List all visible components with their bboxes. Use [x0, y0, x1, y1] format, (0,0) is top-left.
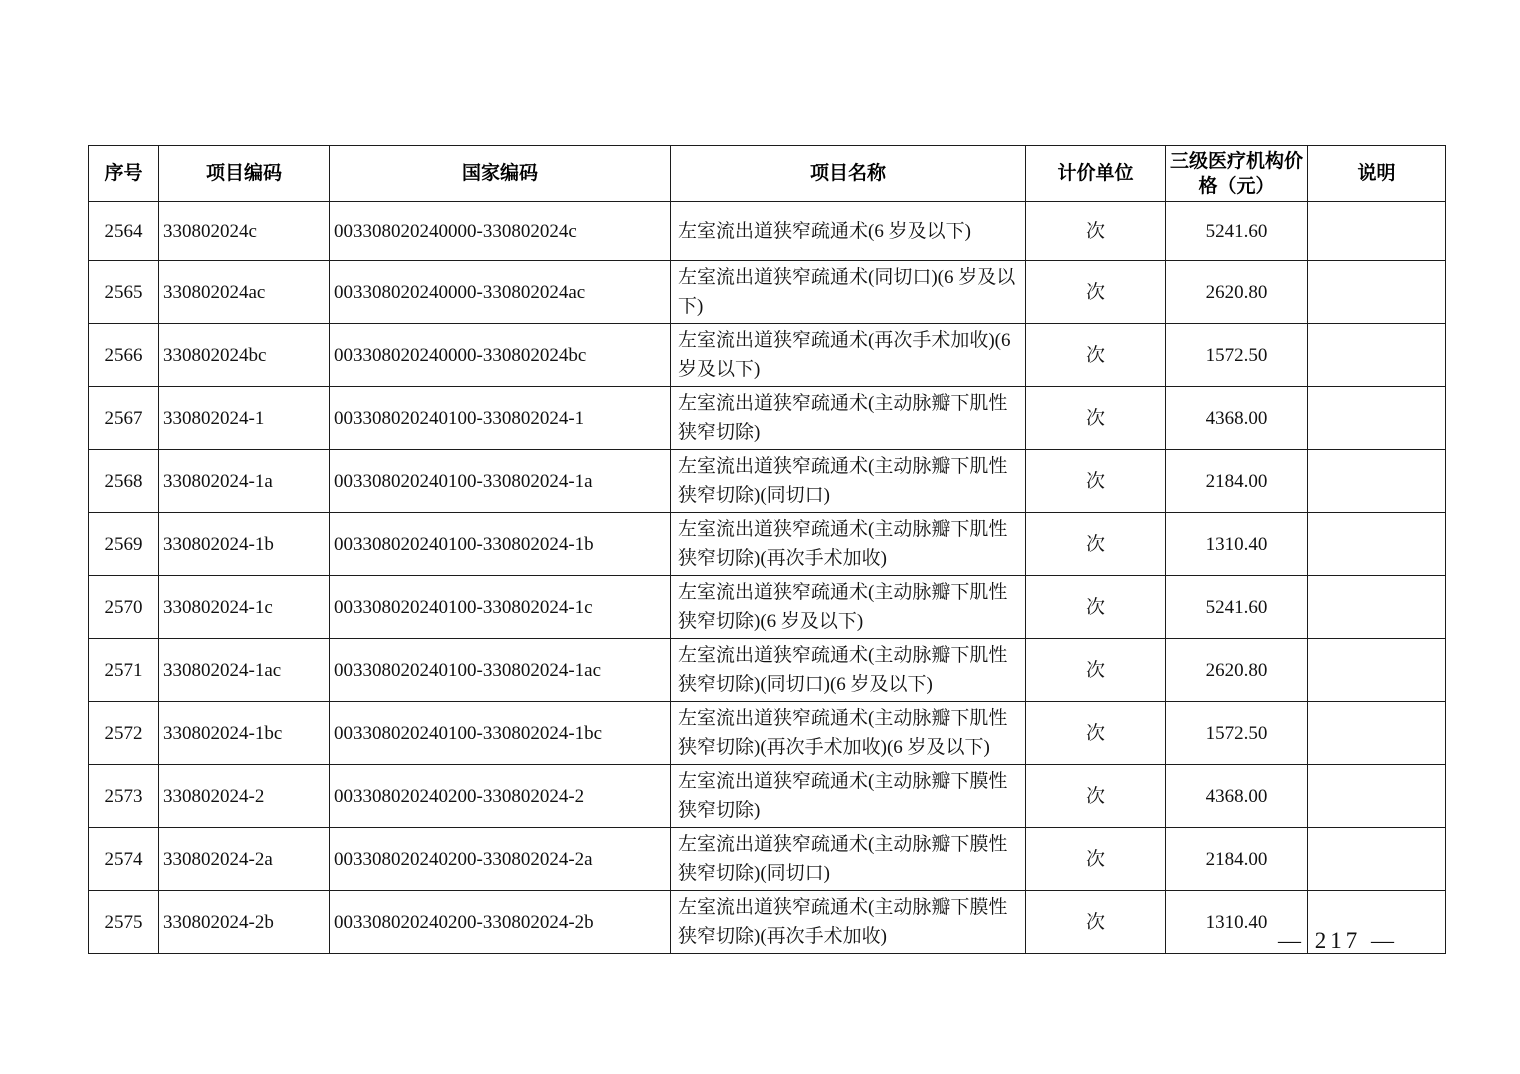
table-row: [89, 639, 1446, 702]
cell-national-code: 003308020240000-330802024c: [330, 202, 671, 261]
header-price: 三级医疗机构价格（元）: [1166, 146, 1308, 202]
header-project-name: 项目名称: [671, 146, 1026, 202]
cell-project-name: 左室流出道狭窄疏通术(主动脉瓣下肌性狭窄切除)(再次手术加收)(6 岁及以下): [671, 702, 1026, 765]
cell-national-code: 003308020240100-330802024-1bc: [330, 702, 671, 765]
table-row: [89, 828, 1446, 891]
cell-project-code: 330802024c: [159, 202, 330, 261]
cell-project-name: 左室流出道狭窄疏通术(主动脉瓣下肌性狭窄切除)(同切口)(6 岁及以下): [671, 639, 1026, 702]
cell-project-code: 330802024-1b: [159, 513, 330, 576]
cell-note: [1308, 261, 1446, 324]
table-row: [89, 702, 1446, 765]
cell-note: [1308, 513, 1446, 576]
cell-price: 2620.80: [1166, 261, 1308, 324]
cell-national-code: 003308020240100-330802024-1c: [330, 576, 671, 639]
cell-project-code: 330802024bc: [159, 324, 330, 387]
cell-seq: 2566: [89, 324, 159, 387]
cell-unit: 次: [1026, 202, 1166, 261]
cell-project-code: 330802024-2: [159, 765, 330, 828]
cell-note: [1308, 639, 1446, 702]
cell-unit: 次: [1026, 765, 1166, 828]
cell-price: 5241.60: [1166, 202, 1308, 261]
cell-project-code: 330802024-1: [159, 387, 330, 450]
table-row: [89, 513, 1446, 576]
table-row: [89, 765, 1446, 828]
cell-unit: 次: [1026, 702, 1166, 765]
table-row: [89, 324, 1446, 387]
cell-national-code: 003308020240200-330802024-2b: [330, 891, 671, 954]
cell-seq: 2575: [89, 891, 159, 954]
cell-price: 2184.00: [1166, 450, 1308, 513]
cell-note: [1308, 202, 1446, 261]
cell-unit: 次: [1026, 261, 1166, 324]
cell-seq: 2573: [89, 765, 159, 828]
cell-national-code: 003308020240100-330802024-1: [330, 387, 671, 450]
cell-project-name: 左室流出道狭窄疏通术(主动脉瓣下肌性狭窄切除)(同切口): [671, 450, 1026, 513]
header-note: 说明: [1308, 146, 1446, 202]
header-unit: 计价单位: [1026, 146, 1166, 202]
cell-note: [1308, 450, 1446, 513]
cell-project-name: 左室流出道狭窄疏通术(再次手术加收)(6 岁及以下): [671, 324, 1026, 387]
cell-national-code: 003308020240200-330802024-2a: [330, 828, 671, 891]
cell-project-code: 330802024-1a: [159, 450, 330, 513]
cell-project-name: 左室流出道狭窄疏通术(主动脉瓣下膜性狭窄切除)(再次手术加收): [671, 891, 1026, 954]
cell-project-name: 左室流出道狭窄疏通术(主动脉瓣下肌性狭窄切除): [671, 387, 1026, 450]
cell-national-code: 003308020240200-330802024-2: [330, 765, 671, 828]
header-project-code: 项目编码: [159, 146, 330, 202]
cell-seq: 2574: [89, 828, 159, 891]
cell-seq: 2569: [89, 513, 159, 576]
table-row: [89, 576, 1446, 639]
header-national-code: 国家编码: [330, 146, 671, 202]
header-seq: 序号: [89, 146, 159, 202]
cell-project-code: 330802024-1c: [159, 576, 330, 639]
cell-project-code: 330802024-2a: [159, 828, 330, 891]
cell-price: 4368.00: [1166, 765, 1308, 828]
cell-unit: 次: [1026, 450, 1166, 513]
cell-unit: 次: [1026, 513, 1166, 576]
cell-price: 5241.60: [1166, 576, 1308, 639]
cell-price: 1572.50: [1166, 702, 1308, 765]
table-header-row: [89, 146, 1446, 202]
page-number: — 217 —: [1278, 928, 1398, 953]
cell-unit: 次: [1026, 576, 1166, 639]
cell-price: 1572.50: [1166, 324, 1308, 387]
cell-project-name: 左室流出道狭窄疏通术(主动脉瓣下膜性狭窄切除)(同切口): [671, 828, 1026, 891]
cell-national-code: 003308020240100-330802024-1ac: [330, 639, 671, 702]
cell-seq: 2570: [89, 576, 159, 639]
cell-national-code: 003308020240000-330802024ac: [330, 261, 671, 324]
cell-price: 2620.80: [1166, 639, 1308, 702]
table-body: [89, 202, 1446, 954]
cell-price: 1310.40: [1166, 891, 1308, 954]
cell-note: [1308, 576, 1446, 639]
table-row: [89, 202, 1446, 261]
cell-seq: 2568: [89, 450, 159, 513]
cell-project-code: 330802024-1bc: [159, 702, 330, 765]
cell-unit: 次: [1026, 639, 1166, 702]
cell-note: [1308, 324, 1446, 387]
cell-seq: 2565: [89, 261, 159, 324]
cell-project-code: 330802024ac: [159, 261, 330, 324]
cell-unit: 次: [1026, 891, 1166, 954]
price-table: [88, 145, 1446, 954]
cell-project-code: 330802024-1ac: [159, 639, 330, 702]
cell-price: 4368.00: [1166, 387, 1308, 450]
cell-project-name: 左室流出道狭窄疏通术(6 岁及以下): [671, 202, 1026, 261]
cell-unit: 次: [1026, 324, 1166, 387]
cell-national-code: 003308020240100-330802024-1b: [330, 513, 671, 576]
cell-national-code: 003308020240100-330802024-1a: [330, 450, 671, 513]
cell-unit: 次: [1026, 387, 1166, 450]
cell-project-name: 左室流出道狭窄疏通术(主动脉瓣下肌性狭窄切除)(6 岁及以下): [671, 576, 1026, 639]
cell-project-code: 330802024-2b: [159, 891, 330, 954]
cell-note: [1308, 387, 1446, 450]
cell-project-name: 左室流出道狭窄疏通术(主动脉瓣下肌性狭窄切除)(再次手术加收): [671, 513, 1026, 576]
cell-project-name: 左室流出道狭窄疏通术(主动脉瓣下膜性狭窄切除): [671, 765, 1026, 828]
table-row: [89, 387, 1446, 450]
table-row: [89, 450, 1446, 513]
table-row: [89, 891, 1446, 954]
cell-national-code: 003308020240000-330802024bc: [330, 324, 671, 387]
cell-seq: 2567: [89, 387, 159, 450]
cell-note: [1308, 765, 1446, 828]
cell-seq: 2572: [89, 702, 159, 765]
cell-note: [1308, 828, 1446, 891]
cell-note: [1308, 702, 1446, 765]
cell-unit: 次: [1026, 828, 1166, 891]
table-row: [89, 261, 1446, 324]
cell-seq: 2564: [89, 202, 159, 261]
cell-project-name: 左室流出道狭窄疏通术(同切口)(6 岁及以下): [671, 261, 1026, 324]
cell-price: 1310.40: [1166, 513, 1308, 576]
cell-price: 2184.00: [1166, 828, 1308, 891]
cell-seq: 2571: [89, 639, 159, 702]
